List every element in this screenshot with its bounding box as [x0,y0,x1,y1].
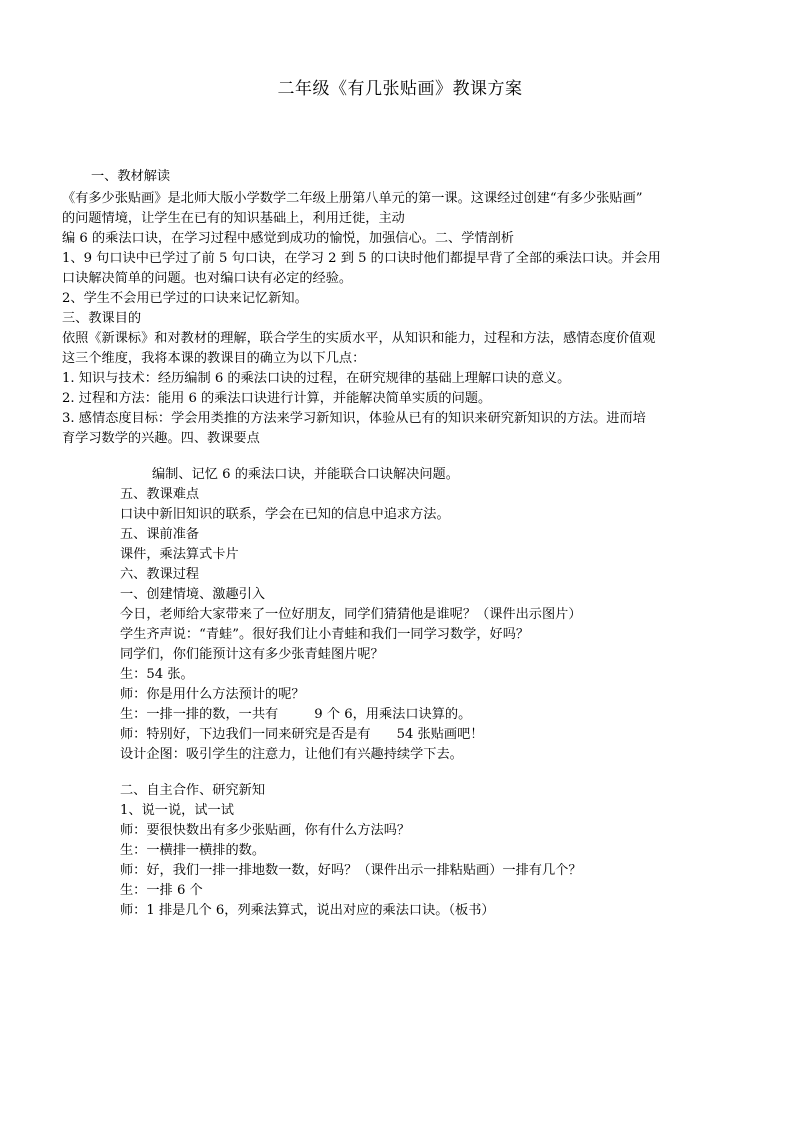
subheading: 二、自主合作、研究新知 [120,783,266,798]
page-title: 二年级《有几张贴画》教课方案 [277,79,523,99]
heading-difficulty: 五、教课难点 [120,487,200,502]
paragraph-line: 生：一排 6 个 [120,883,203,898]
paragraph-line [120,705,471,725]
heading-preparation: 五、课前准备 [120,527,200,542]
paragraph-line: 口诀解决简单的问题。也对编口诀有必定的经验。 [62,271,353,286]
paragraph-line: 同学们，你们能预计这有多少张青蛙图片呢？ [120,647,384,662]
paragraph-line [120,725,483,745]
paragraph-line: 2. 过程和方法：能用 6 的乘法口诀进行计算，并能解决简单实质的问题。 [62,391,492,406]
paragraph-line: 师：你是用什么方法预计的呢？ [120,687,305,702]
paragraph-line: 口诀中新旧知识的联系，学会在已知的信息中追求方法。 [120,507,450,522]
heading-objectives: 三、教课目的 [62,311,142,326]
paragraph-line: 今日，老师给大家带来了一位好朋友，同学们猜猜他是谁呢？（课件出示图片） [120,607,582,622]
text-segment: 师：特别好，下边我们一同来研究是否是有 [120,727,371,742]
paragraph-line: 师：好，我们一排一排地数一数，好吗？（课件出示一排粘贴画）一排有几个？ [120,863,582,878]
paragraph-line: 《有多少张贴画》是北师大版小学数学二年级上册第八单元的第一课。这课经过创建“有多少张贴画” [62,191,643,206]
paragraph-line: 课件，乘法算式卡片 [120,547,239,562]
paragraph-line: 编 6 的乘法口诀，在学习过程中感觉到成功的愉悦，加强信心。二、学情剖析 [62,231,514,246]
paragraph-line: 设计企图：吸引学生的注意力，让他们有兴趣持续学下去。 [120,747,463,762]
heading-process: 六、教课过程 [120,567,200,582]
paragraph-line: 师：1 排是几个 6，列乘法算式，说出对应的乘法口诀。（板书） [120,903,495,918]
paragraph-line: 学生齐声说：“青蛙”。很好我们让小青蛙和我们一同学习数学，好吗？ [120,627,530,642]
paragraph-line: 1、9 句口诀中已学过了前 5 句口诀，在学习 2 到 5 的口诀时他们都提早背了全部的乘法口诀。并会用 [62,251,661,266]
paragraph-line: 生：54 张。 [120,667,194,682]
paragraph-line: 编制、记忆 6 的乘法口诀，并能联合口诀解决问题。 [152,467,459,482]
paragraph-line: 3. 感情态度目标：学会用类推的方法来学习新知识，体验从已有的知识来研究新知识的方法。进而培 [62,411,646,426]
heading-textbook-analysis: 一、教材解读 [91,169,171,184]
paragraph-line: 生：一横排一横排的数。 [120,843,266,858]
text-segment: 生：一排一排的数，一共有 [120,707,279,722]
subheading: 一、创建情境、激趣引入 [120,587,266,602]
subheading: 1、说一说，试一试 [120,803,234,818]
paragraph-line: 依照《新课标》和对教材的理解，联合学生的实质水平，从知识和能力，过程和方法，感情态度价值观 [62,331,656,346]
text-segment: 9 个 6，用乘法口诀算的。 [314,707,472,722]
paragraph-line: 师：要很快数出有多少张贴画，你有什么方法吗？ [120,823,411,838]
paragraph-line: 这三个维度，我将本课的教课目的确立为以下几点： [62,351,366,366]
text-segment: 54 张贴画吧！ [396,727,484,742]
paragraph-line: 的问题情境，让学生在已有的知识基础上，利用迁徙，主动 [62,211,405,226]
paragraph-line: 2、学生不会用已学过的口诀来记忆新知。 [62,291,308,306]
paragraph-line: 1. 知识与技术：经历编制 6 的乘法口诀的过程，在研究规律的基础上理解口诀的意义。 [62,371,571,386]
paragraph-line: 育学习数学的兴趣。四、教课要点 [62,431,260,446]
